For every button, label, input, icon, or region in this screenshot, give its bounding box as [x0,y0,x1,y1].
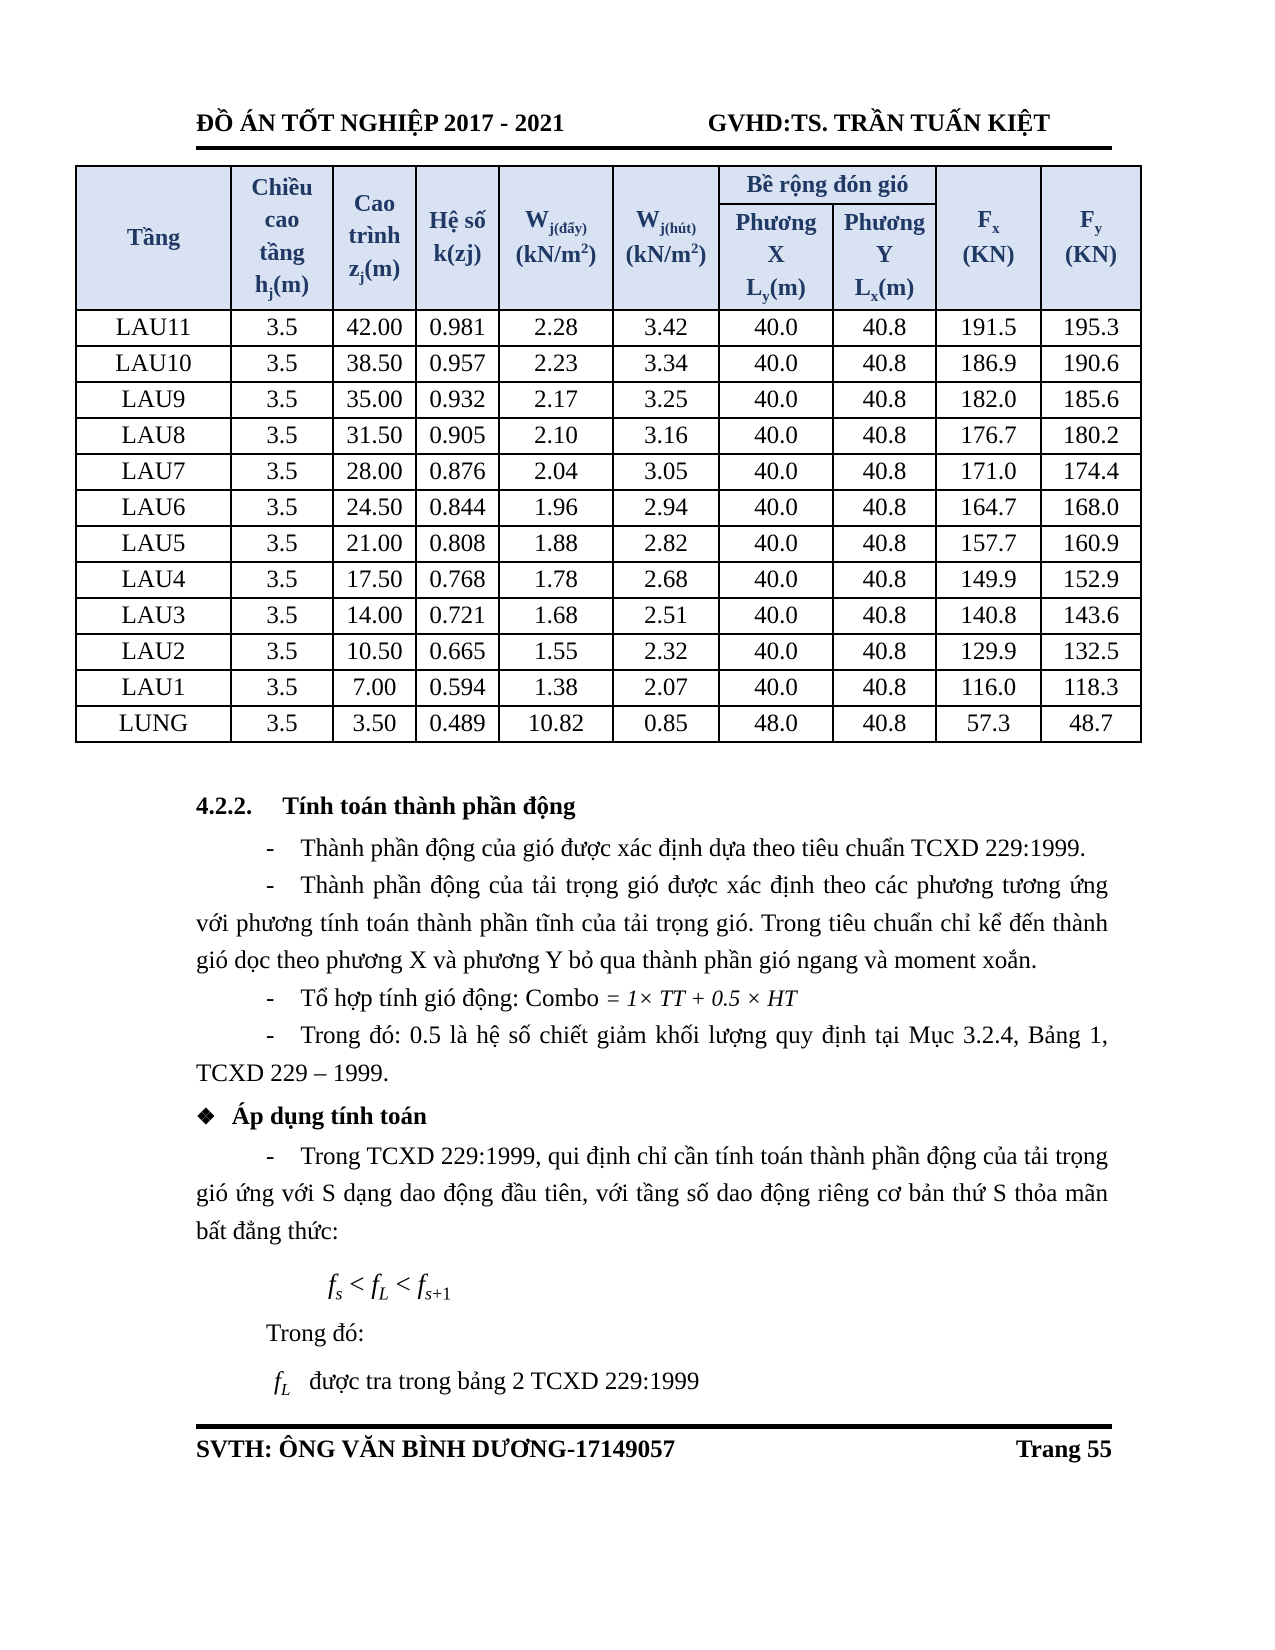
table-cell: 2.94 [613,490,719,526]
section-number: 4.2.2. [196,793,253,820]
paragraph-text: Thành phần động của tải trọng gió được xác định theo các phương tương ứng với phương tính toán thành phần tĩnh của tải trọng gió. Trong tiêu chuẩn chỉ kể đến thành gió dọc theo phương X và phương Y bỏ qua thành phần gió ngang và moment xoắn. [196,872,1108,974]
table-cell: 182.0 [936,382,1041,418]
table-cell: 3.05 [613,454,719,490]
table-cell: 171.0 [936,454,1041,490]
table-cell: 1.96 [499,490,613,526]
table-cell: 40.8 [833,562,936,598]
table-cell: 0.721 [416,598,499,634]
page-footer [196,1436,1112,1464]
table-cell: LAU2 [76,634,231,670]
table-cell: 0.665 [416,634,499,670]
table-cell: 3.25 [613,382,719,418]
table-cell: 1.38 [499,670,613,706]
table-row [76,382,1141,418]
table-cell: LAU11 [76,310,231,346]
header-rule [196,146,1112,150]
table-cell: LAU3 [76,598,231,634]
col-header-he-so: Hệ số k(zj) [416,166,499,310]
table-cell: 28.00 [333,454,416,490]
col-header-w-hut: $W_{j(hút)}$ $(kN/m^2)$ [613,166,719,310]
table-cell: LAU9 [76,382,231,418]
table-cell: 40.0 [719,382,833,418]
wind-load-table [75,165,1142,743]
table-cell: 174.4 [1041,454,1141,490]
table-cell: 0.768 [416,562,499,598]
table-cell: 0.808 [416,526,499,562]
table-cell: 40.0 [719,634,833,670]
sub-section-heading [196,1098,1108,1136]
table-cell: 0.876 [416,454,499,490]
table-cell: 118.3 [1041,670,1141,706]
table-cell: LAU7 [76,454,231,490]
table-cell: 2.28 [499,310,613,346]
table-cell: 40.8 [833,634,936,670]
footer-rule [196,1424,1112,1429]
col-header-w-day: $W_{j(đẩy)}$ $(kN/m^2)$ [499,166,613,310]
table-cell: 40.0 [719,346,833,382]
table-cell: 3.5 [231,598,333,634]
table-cell: 3.5 [231,310,333,346]
table-cell: 176.7 [936,418,1041,454]
table-cell: 3.5 [231,706,333,742]
table-cell: 0.932 [416,382,499,418]
fl-definition-line: $f_L$ được tra trong bảng 2 TCXD 229:1999 [274,1367,700,1399]
table-cell: 40.8 [833,490,936,526]
table-cell: 40.0 [719,418,833,454]
table-cell: 0.85 [613,706,719,742]
table-cell: 7.00 [333,670,416,706]
table-row [76,346,1141,382]
table-cell: 3.5 [231,562,333,598]
table-cell: 164.7 [936,490,1041,526]
sub-section-title: Áp dụng tính toán [231,1103,427,1130]
dash-bullet: - [266,1022,275,1049]
table-cell: 143.6 [1041,598,1141,634]
table-cell: 3.5 [231,346,333,382]
table-cell: 0.981 [416,310,499,346]
table-cell: 40.0 [719,454,833,490]
paragraph [196,1138,1108,1251]
table-cell: 10.50 [333,634,416,670]
table-cell: 40.8 [833,454,936,490]
footer-student: SVTH: ÔNG VĂN BÌNH DƯƠNG-17149057 [196,1436,676,1463]
table-cell: 2.17 [499,382,613,418]
table-cell: 3.5 [231,454,333,490]
table-cell: 40.8 [833,598,936,634]
table-cell: 3.50 [333,706,416,742]
table-cell: 38.50 [333,346,416,382]
table-cell: 1.88 [499,526,613,562]
header-advisor: GVHD:TS. TRẦN TUẤN KIỆT [707,110,1050,137]
table-cell: 40.8 [833,706,936,742]
paragraph-text: Tổ hợp tính gió động: Combo = 1× TT + 0.5 × HT [300,984,797,1012]
paragraph-text: Trong đó: 0.5 là hệ số chiết giảm khối lượng quy định tại Mục 3.2.4, Bảng 1, TCXD 229 – 1999. [196,1022,1108,1087]
dash-bullet: - [266,872,275,899]
table-cell: 57.3 [936,706,1041,742]
table-cell: 160.9 [1041,526,1141,562]
table-cell: 3.5 [231,382,333,418]
table-cell: 195.3 [1041,310,1141,346]
table-cell: 40.8 [833,526,936,562]
table-cell: 40.8 [833,346,936,382]
paragraph-text: Thành phần động của gió được xác định dựa theo tiêu chuẩn TCXD 229:1999. [300,834,1086,862]
table-cell: 152.9 [1041,562,1141,598]
col-header-tang: Tầng [76,166,231,310]
col-header-fx: $F_x$ (KN) [936,166,1041,310]
table-cell: LAU10 [76,346,231,382]
col-header-phuong-x: Phương X $L_y(m)$ [719,204,833,310]
header-title: ĐỒ ÁN TỐT NGHIỆP 2017 - 2021 [196,110,565,137]
dash-bullet: - [266,834,275,862]
table-cell: 40.8 [833,418,936,454]
col-header-fy: $F_y$ (KN) [1041,166,1141,310]
table-cell: 40.0 [719,562,833,598]
table-cell: 40.0 [719,526,833,562]
section-title: Tính toán thành phần động [282,793,576,820]
table-cell: 3.5 [231,634,333,670]
table-cell: 31.50 [333,418,416,454]
table-row [76,454,1141,490]
table-cell: 2.07 [613,670,719,706]
paragraph [196,830,1108,868]
table-row [76,490,1141,526]
table-cell: 157.7 [936,526,1041,562]
table-cell: 40.8 [833,382,936,418]
table-cell: 40.8 [833,670,936,706]
table-cell: LAU6 [76,490,231,526]
table-row [76,418,1141,454]
table-cell: 40.0 [719,670,833,706]
table-cell: 0.905 [416,418,499,454]
paragraph [196,1017,1108,1092]
table-cell: 2.04 [499,454,613,490]
table-cell: 191.5 [936,310,1041,346]
table-cell: 3.16 [613,418,719,454]
table-cell: 2.82 [613,526,719,562]
table-cell: 0.594 [416,670,499,706]
table-cell: 40.0 [719,598,833,634]
table-cell: 1.68 [499,598,613,634]
table-cell: 149.9 [936,562,1041,598]
table-body [76,310,1141,742]
table-cell: 168.0 [1041,490,1141,526]
table-cell: 21.00 [333,526,416,562]
table-cell: 42.00 [333,310,416,346]
table-cell: LAU1 [76,670,231,706]
col-header-chieu-cao: Chiều cao tầng $h_j(m)$ [231,166,333,310]
paragraph [196,980,1108,1018]
table-row [76,706,1141,742]
footer-page-number: Trang 55 [1015,1436,1112,1463]
table-cell: 3.5 [231,670,333,706]
table-row [76,562,1141,598]
table-cell: 48.7 [1041,706,1141,742]
table-cell: 40.8 [833,310,936,346]
table-cell: 2.51 [613,598,719,634]
table-cell: 190.6 [1041,346,1141,382]
table-cell: 116.0 [936,670,1041,706]
table-cell: 3.5 [231,490,333,526]
table-cell: 129.9 [936,634,1041,670]
table-cell: LAU5 [76,526,231,562]
table-cell: 0.957 [416,346,499,382]
table-cell: 3.34 [613,346,719,382]
table-cell: 180.2 [1041,418,1141,454]
table-row [76,310,1141,346]
col-header-cao-trinh: Cao trình $z_j(m)$ [333,166,416,310]
col-header-phuong-y: Phương Y $L_x(m)$ [833,204,936,310]
frequency-inequality-formula: $f_s < f_L < f_{s+1}$ [328,1269,452,1304]
table-cell: 1.55 [499,634,613,670]
table-cell: 1.78 [499,562,613,598]
table-cell: 35.00 [333,382,416,418]
table-cell: 40.0 [719,490,833,526]
section-heading-4-2-2 [196,788,1108,826]
table-cell: 24.50 [333,490,416,526]
page-header [196,110,1112,138]
dash-bullet: - [266,984,275,1012]
table-cell: 0.489 [416,706,499,742]
table-cell: 186.9 [936,346,1041,382]
diamond-bullet-icon: ❖ [196,1104,216,1129]
dash-bullet: - [266,1142,275,1170]
table-row [76,670,1141,706]
table-cell: 132.5 [1041,634,1141,670]
table-row [76,634,1141,670]
table-cell: 140.8 [936,598,1041,634]
table-cell: LAU4 [76,562,231,598]
table-cell: LUNG [76,706,231,742]
table-header-row-1 [76,166,1141,204]
table-cell: 2.10 [499,418,613,454]
table-cell: 40.0 [719,310,833,346]
table-cell: 3.5 [231,526,333,562]
trong-do-label: Trong đó: [266,1320,365,1348]
col-header-be-rong-don-gio: Bề rộng đón gió [719,166,936,204]
table-cell: 17.50 [333,562,416,598]
table-cell: 185.6 [1041,382,1141,418]
table-cell: 48.0 [719,706,833,742]
table-row [76,598,1141,634]
table-header [76,166,1141,310]
paragraph [196,867,1108,980]
table-cell: 2.68 [613,562,719,598]
table-cell: 2.32 [613,634,719,670]
table-cell: LAU8 [76,418,231,454]
table-cell: 3.5 [231,418,333,454]
paragraph-text: Trong TCXD 229:1999, qui định chỉ cần tính toán thành phần động của tải trọng gió ứng với S dạng dao động đầu tiên, với tầng số dao động riêng cơ bản thứ S thỏa mãn bất đẳng thức: [196,1142,1108,1245]
table-cell: 2.23 [499,346,613,382]
table-cell: 14.00 [333,598,416,634]
table-row [76,526,1141,562]
table-cell: 3.42 [613,310,719,346]
table-cell: 0.844 [416,490,499,526]
body-content [196,788,1108,1402]
table-cell: 10.82 [499,706,613,742]
